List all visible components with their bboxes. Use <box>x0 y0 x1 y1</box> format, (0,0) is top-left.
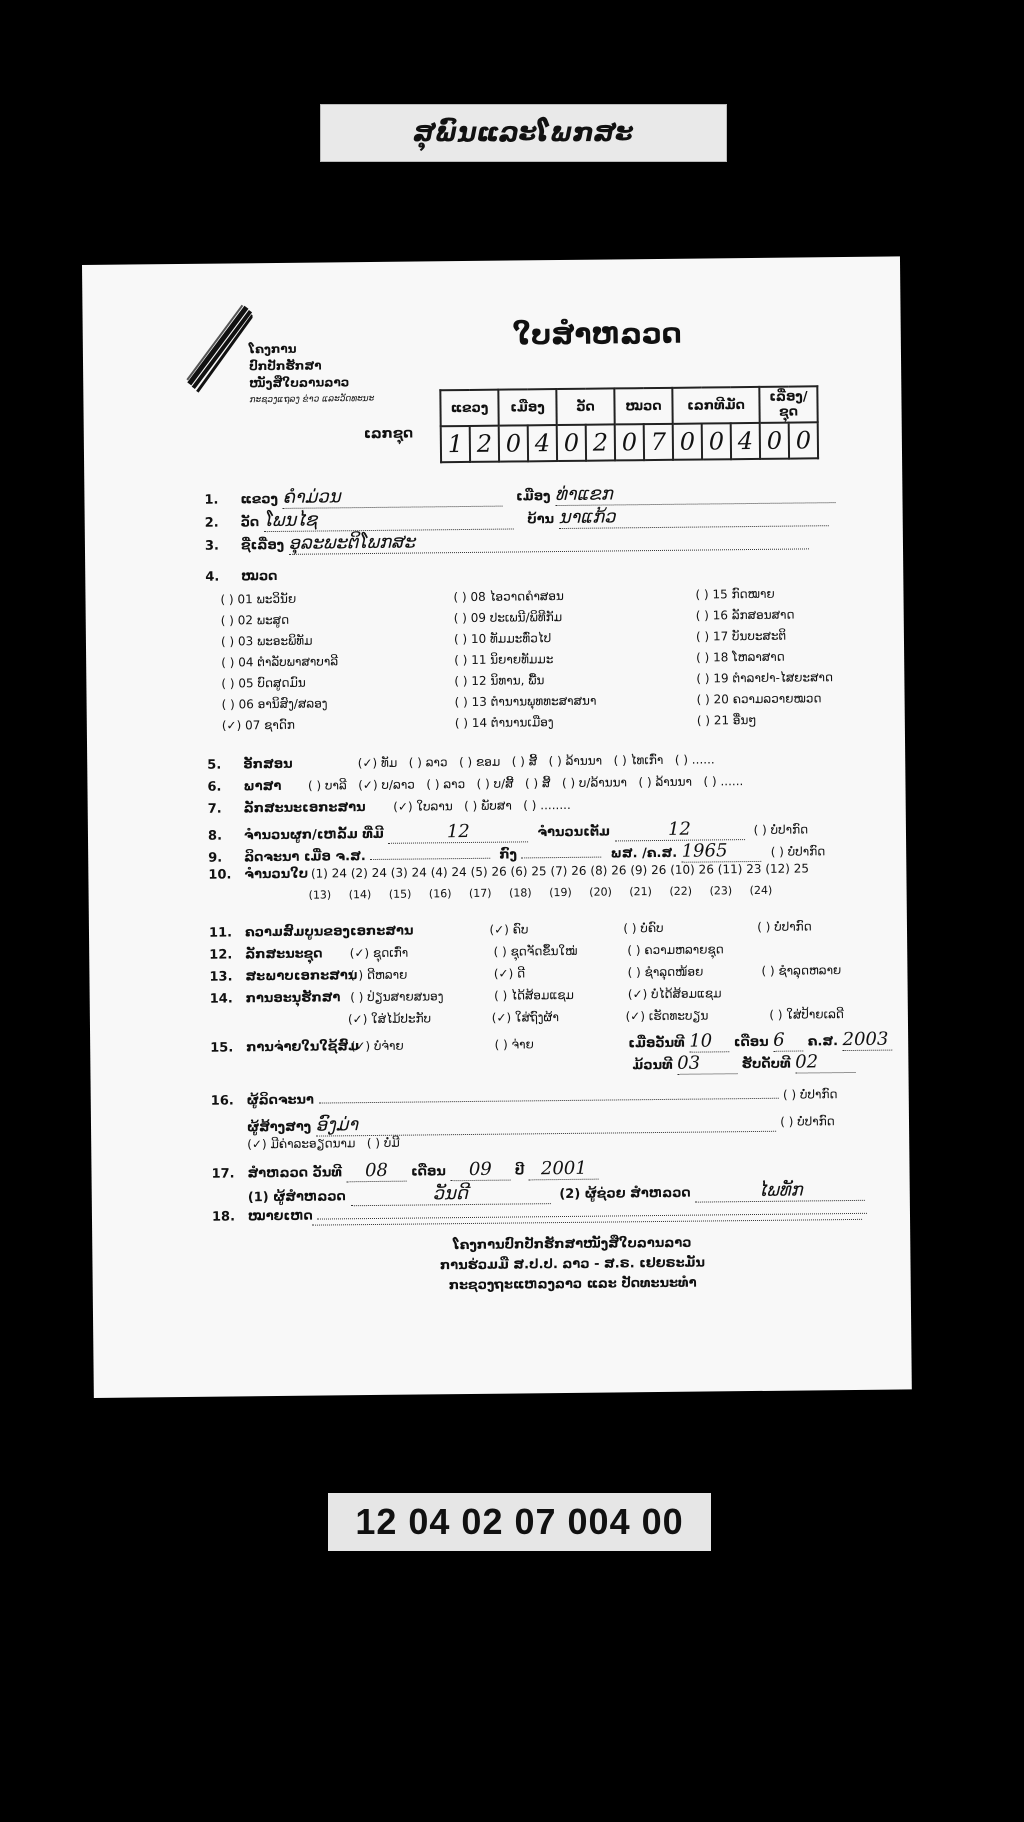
field-label: ກົງ <box>499 847 518 863</box>
script-option[interactable]: (✓) ທັມ <box>357 755 398 771</box>
field-8: 8. ຈຳນວນຜູກ/ເຫລັ້ມ ທີ່ມີ 12 ຈຳນວນເຕັມ 12 ( ) ບໍ່ປາກົດ <box>207 818 809 844</box>
field-label: ຜູ້ລິດຈະນາ <box>246 1092 315 1109</box>
field-value: 2003 <box>842 1028 889 1051</box>
field-label: ຈຳນວນຜູກ/ເຫລັ້ມ ທີ່ມີ <box>243 826 384 844</box>
category-option[interactable]: ( ) 08 ໄອວາດຄຳສອນ <box>453 588 564 605</box>
field-value: 08 <box>364 1159 389 1182</box>
leaf-count: (1) 24 <box>310 866 348 881</box>
language-option[interactable]: ( ) ລ້ານນາ <box>638 774 693 790</box>
code-digit: 7 <box>644 424 673 460</box>
conservation-option[interactable]: (✓) ບໍ່ໄດ້ສ້ອມແຊມ <box>627 986 722 1002</box>
field-16: 16. ຜູ້ລິດຈະນາ ( ) ບໍ່ປາກົດ <box>210 1087 838 1109</box>
field-label: ຈຳນວນໃບ <box>244 866 309 883</box>
field-label: ເດືອນ <box>733 1034 769 1051</box>
org-line: ປົກປັກຮັກສາ <box>248 358 322 374</box>
leaf-count: (10) 26 <box>670 862 714 877</box>
field-value: ອົງມ່າ <box>315 1114 359 1136</box>
leaf-count: (12) 25 <box>765 861 810 876</box>
field-17: 17. ສຳຫລວດ ວັນທີ 08 ເດືອນ 09 ປີ 2001 <box>211 1158 599 1184</box>
org-line: ໂຄງການ <box>248 341 297 357</box>
doc-type-option[interactable]: ( ) ........ <box>523 797 571 813</box>
field-14-more <box>348 1007 844 1026</box>
set-option[interactable]: ( ) ຊຸດຈັດຂຶ້ນໃໝ່ <box>493 943 578 959</box>
field-label: (1) ຜູ້ສຳຫລວດ <box>247 1189 346 1206</box>
field-label: ຄ.ສ. <box>807 1034 839 1050</box>
code-digit: 2 <box>470 426 499 462</box>
field-label: ພາສາ <box>243 778 282 795</box>
field-label: ຮັບດັບທີ <box>741 1056 791 1073</box>
code-digit: 0 <box>615 424 644 460</box>
footer-line: ກະຊວງຖະແຫລງລາວ ແລະ ປັດທະນະທຳ <box>448 1275 697 1294</box>
org-small: ກະຊວງແຖລງ ຂ່າວ ແລະວັດທະນະ <box>249 393 375 406</box>
category-option[interactable]: ( ) 14 ຕຳນານເມືອງ <box>454 715 554 731</box>
footer-line: ການຮ່ວມມື ສ.ປ.ປ. ລາວ - ສ.ຣ. ເຢຍຣະມັນ <box>439 1255 706 1274</box>
code-header: ເມືອງ <box>498 389 556 426</box>
category-col-1 <box>220 588 338 736</box>
set-option[interactable]: ( ) ຄວາມຫລາຍຊຸດ <box>627 942 724 958</box>
field-label: (2) ຜູ້ຊ່ວຍ ສຳຫລວດ <box>559 1185 691 1203</box>
conservation-option[interactable]: ( ) ໄດ້ສ້ອມແຊມ <box>493 987 574 1003</box>
condition-option[interactable]: ( ) ຊຳລຸດໜ້ອຍ <box>627 964 704 980</box>
set-option[interactable]: (✓) ຊຸດເກົ່າ <box>349 945 409 961</box>
leaf-slot: (13) <box>308 888 332 902</box>
field-14: 14. ການອະນຸຮັກສາ ( ) ປ່ຽນສາຍສນອງ ( ) ໄດ້ສ້ອມແຊມ (✓) ບໍ່ໄດ້ສ້ອມແຊມ <box>209 986 722 1007</box>
category-option[interactable]: ( ) 20 ຄວາມລວາຍໝວດ <box>696 691 822 707</box>
field-value: ຄຳມ່ວນ <box>282 486 341 508</box>
form-footer <box>372 1233 773 1297</box>
language-option[interactable]: ( ) ລາວ <box>426 777 466 792</box>
language-option[interactable]: ( ) ບ/ລ້ານນາ <box>561 775 628 791</box>
field-3: 3. ຊື່ເລື່ອງ ອຸລະພະຕິໂພກສະ <box>205 527 809 555</box>
field-16c <box>247 1136 400 1152</box>
field-label: ໝາຍເຫດ <box>247 1208 313 1225</box>
field-label: ການຈ່າຍໃນໃຊ້ສົມ <box>246 1039 360 1056</box>
code-digit: 0 <box>499 425 528 461</box>
category-option[interactable]: ( ) 04 ຕຳລັບພາສາບາລີ <box>221 654 339 670</box>
not-found-option[interactable]: ( ) ບໍ່ປາກົດ <box>770 844 826 859</box>
doc-type-option[interactable]: ( ) ພັບສາ <box>464 798 512 814</box>
bottom-code-label: 12 04 02 07 004 00 <box>328 1493 711 1551</box>
field-label: ຄວາມສົມບູນຂອງເອກະສານ <box>244 923 414 941</box>
leaf-count: (8) 26 <box>590 863 627 878</box>
field-7: 7. ລັກສະນະເອກະສານ (✓) ໃບລານ ( ) ພັບສາ ( ) ........ <box>207 797 571 817</box>
field-13: 13. ສະພາບເອກະສານ ( ) ດີຫລາຍ (✓) ດີ ( ) ຊຳລຸດໜ້ອຍ ( ) ຊຳລຸດຫລາຍ <box>209 963 842 985</box>
code-header: ແຂວງ <box>440 390 498 427</box>
category-option[interactable]: ( ) 01 ພະວິນັຍ <box>220 591 297 607</box>
field-value: 02 <box>795 1051 819 1073</box>
category-option[interactable]: ( ) 13 ຕຳນານພຸທທະສາສນາ <box>454 693 597 710</box>
leaf-slot: (22) <box>669 884 693 898</box>
leaf-slot: (17) <box>468 886 492 900</box>
field-4: 4. ໝວດ <box>205 568 278 585</box>
field-value: 09 <box>468 1158 492 1180</box>
category-option[interactable]: ( ) 11 ນິຍາຍທັມມະ <box>454 652 554 668</box>
leaf-slot: (14) <box>348 888 372 902</box>
field-label: ບ້ານ <box>527 512 555 528</box>
signature-option[interactable]: (✓) ມີຄ່າລະອຽດນາມ <box>247 1136 356 1152</box>
completeness-option[interactable]: ( ) ບໍ່ປາກົດ <box>757 919 812 934</box>
field-value: ອຸລະພະຕິໂພກສະ <box>288 531 416 554</box>
script-option[interactable]: ( ) ລ້ານນາ <box>548 753 603 769</box>
field-label: ຜູ້ສ້າງສາງ <box>246 1119 312 1136</box>
field-label: ພສ. /ຄ.ສ. <box>610 845 678 862</box>
conservation-option[interactable]: (✓) ໃສ່ໄມ້ປະກັບ <box>347 1011 432 1027</box>
field-value: 6 <box>773 1029 785 1051</box>
language-option[interactable]: ( ) ...... <box>703 774 744 789</box>
conservation-option[interactable]: (✓) ໃສ່ຖົງຜ້າ <box>491 1010 559 1025</box>
field-value: 10 <box>689 1030 713 1052</box>
category-option[interactable]: ( ) 10 ທັມມະທົ່ວໄປ <box>453 631 552 647</box>
conservation-option[interactable]: ( ) ໃສ່ປ້າຍເລດີ <box>769 1007 844 1022</box>
completeness-option[interactable]: ( ) ບໍ່ຄົບ <box>623 920 664 936</box>
category-option[interactable]: ( ) 21 ອື່ນໆ <box>696 712 757 728</box>
code-digit: 4 <box>731 423 760 459</box>
leaf-count: (11) 23 <box>717 861 762 877</box>
language-option[interactable]: ( ) ສີ້ <box>524 776 551 791</box>
category-option[interactable]: ( ) 15 ກົດໝາຍ <box>695 586 775 602</box>
category-option[interactable]: ( ) 19 ຕຳລາຢາ-ໄສຍະສາດ <box>696 670 834 686</box>
language-option[interactable]: ( ) ບ/ສີ້ <box>476 776 514 791</box>
field-value: ໂພນໄຊ <box>263 509 318 532</box>
code-table <box>439 385 819 463</box>
field-label: ເມື່ອວັນທີ <box>628 1035 685 1052</box>
field-value: 1965 <box>681 840 728 862</box>
leaf-slot: (24) <box>749 883 773 898</box>
field-label: ລັກສະນະຊຸດ <box>245 946 323 963</box>
code-digit: 0 <box>673 424 702 460</box>
code-digit: 0 <box>702 423 731 459</box>
field-value: 2001 <box>540 1157 587 1180</box>
field-label: ລັກສະນະເອກະສານ <box>243 800 366 817</box>
field-6: 6. ພາສາ ( ) ບາລີ (✓) ບ/ລາວ ( ) ລາວ ( ) ບ/ສີ້ ( ) ສີ້ ( ) ບ/ລ້ານນາ ( ) ລ້ານນາ ( ) ...... <box>207 774 744 795</box>
signature-option[interactable]: ( ) ບໍ່ມີ <box>366 1135 400 1151</box>
field-label: ໝວດ <box>241 568 278 585</box>
field-value: 12 <box>667 818 692 840</box>
field-5: 5. ອັກສອນ (✓) ທັມ ( ) ລາວ ( ) ຂອມ ( ) ສີ້ ( ) ລ້ານນາ ( ) ໄທເກົ່າ ( ) ...... <box>207 752 715 773</box>
script-option[interactable]: ( ) ຂອມ <box>458 754 501 770</box>
completeness-option[interactable]: (✓) ຄົບ <box>489 922 529 937</box>
language-option[interactable]: ( ) ບາລີ <box>307 778 347 793</box>
category-col-2 <box>453 586 596 734</box>
category-col-3 <box>695 583 833 731</box>
lending-option[interactable]: (✓) ບໍ່ຈ່າຍ <box>350 1038 404 1054</box>
header-label: ສຸພົນແລະໂພກສະ <box>320 104 727 162</box>
field-value: ທ່າແຂກ <box>554 483 613 506</box>
condition-option[interactable]: ( ) ຊຳລຸດຫລາຍ <box>761 963 842 978</box>
leaf-count: (6) 25 <box>510 864 547 879</box>
field-label: ຈຳນວນເຕັມ <box>537 824 611 841</box>
leaf-slot: (16) <box>428 887 452 901</box>
field-18: 18. ໝາຍເຫດ <box>212 1203 867 1225</box>
category-option[interactable]: (✓) 07 ຊາດົກ <box>221 717 295 733</box>
field-11: 11. ຄວາມສົມບູນຂອງເອກະສານ (✓) ຄົບ ( ) ບໍ່ຄົບ ( ) ບໍ່ປາກົດ <box>208 919 812 941</box>
org-name <box>249 340 375 409</box>
field-label: ແຂວງ <box>240 491 279 508</box>
leaf-slot: (19) <box>549 885 572 900</box>
field-value: ນາແກ້ວ <box>558 506 616 529</box>
field-1: 1. ແຂວງ ຄຳມ່ວນ ເມືອງ ທ່າແຂກ <box>204 481 835 510</box>
leaf-count-more <box>309 884 773 902</box>
script-option[interactable]: ( ) ລາວ <box>408 755 448 770</box>
category-option[interactable]: ( ) 17 ບັນບະສະຕິ <box>695 628 787 644</box>
leaf-slot: (15) <box>388 887 412 901</box>
code-header: ວັດ <box>556 388 614 425</box>
script-option[interactable]: ( ) ສີ້ <box>511 754 538 769</box>
field-value: ວັນດີ <box>432 1183 468 1205</box>
leaf-slot: (18) <box>509 886 532 900</box>
not-found-option[interactable]: ( ) ບໍ່ປາກົດ <box>780 1114 835 1129</box>
code-digit: 1 <box>441 426 470 462</box>
code-label: ເລກຊຸດ <box>363 425 414 443</box>
code-header: ໝວດ <box>614 388 672 425</box>
field-label: ສະພາບເອກະສານ <box>245 968 358 985</box>
conservation-option[interactable]: ( ) ປ່ຽນສາຍສນອງ <box>350 989 444 1005</box>
field-label: ການອະນຸຮັກສາ <box>245 990 341 1007</box>
field-value: ໄພທັກ <box>757 1179 803 1201</box>
category-option[interactable]: ( ) 09 ປະເພນີ/ພິທີກັມ <box>453 609 563 626</box>
field-value: 12 <box>446 820 470 843</box>
category-option[interactable]: ( ) 03 ພະອະພິທັມ <box>220 633 313 649</box>
leaf-slot: (23) <box>709 884 733 898</box>
field-label: ເມືອງ <box>516 489 551 505</box>
survey-form <box>82 256 912 1398</box>
org-line: ໜັງສືໃບລານລາວ <box>249 375 350 391</box>
palm-leaf-stack-icon <box>182 303 253 394</box>
conservation-option[interactable]: (✓) ເຮັດທະບຽນ <box>625 1008 709 1024</box>
category-option[interactable]: ( ) 12 ນິທານ, ພື້ນ <box>454 673 545 689</box>
field-label: ອັກສອນ <box>243 756 293 773</box>
not-found-option[interactable]: ( ) ບໍ່ປາກົດ <box>782 1087 838 1102</box>
code-digit: 2 <box>586 424 615 460</box>
code-digit: 0 <box>760 423 789 459</box>
field-value: 03 <box>677 1052 701 1074</box>
not-found-option[interactable]: ( ) ບໍ່ປາກົດ <box>753 822 809 837</box>
field-label: ມ້ວນທີ <box>632 1057 673 1074</box>
field-label: ລິດຈະນາ ເມື່ອ ຈ.ສ. <box>244 849 366 866</box>
code-digit: 4 <box>528 425 557 461</box>
category-option[interactable]: ( ) 05 ບົດສູດມົນ <box>221 675 306 691</box>
code-header: ເລື່ອງ/ຊຸດ <box>759 386 817 423</box>
script-option[interactable]: ( ) ໄທເກົ່າ <box>613 752 664 768</box>
lending-option[interactable]: ( ) ຈ່າຍ <box>494 1037 534 1052</box>
field-2: 2. ວັດ ໂພນໄຊ ບ້ານ ນາແກ້ວ <box>205 504 829 533</box>
code-header: ເລກທີມັດ <box>672 387 759 424</box>
field-15: 15. ການຈ່າຍໃນໃຊ້ສົມ (✓) ບໍ່ຈ່າຍ ( ) ຈ່າຍ ເມື່ອວັນທີ 10 ເດືອນ 6 ຄ.ສ. 2003 <box>210 1029 893 1058</box>
category-option[interactable]: ( ) 02 ພະສູດ <box>220 612 290 628</box>
category-option[interactable]: ( ) 16 ລັກສອນສາດ <box>695 607 795 623</box>
condition-option[interactable]: (✓) ດີ <box>493 966 526 981</box>
field-label: ຊື່ເລື່ອງ <box>240 537 285 554</box>
condition-option[interactable]: ( ) ດີຫລາຍ <box>349 967 408 983</box>
leaf-count: (3) 24 <box>390 865 427 880</box>
form-title: ໃບສຳຫລວດ <box>512 316 682 352</box>
leaf-count: (9) 26 <box>630 862 667 878</box>
field-label: ເດືອນ <box>410 1164 446 1180</box>
language-option[interactable]: (✓) ບ/ລາວ <box>358 777 415 793</box>
leaf-slot: (20) <box>589 885 612 899</box>
field-12: 12. ລັກສະນະຊຸດ (✓) ຊຸດເກົ່າ ( ) ຊຸດຈັດຂຶ້ນໃໝ່ ( ) ຄວາມຫລາຍຊຸດ <box>209 942 724 963</box>
leaf-slot: (21) <box>629 885 653 899</box>
field-label: ວັດ <box>240 515 260 531</box>
category-option[interactable]: ( ) 06 ອານິສົງ/ສລອງ <box>221 696 328 712</box>
field-9: 9. ລິດຈະນາ ເມື່ອ ຈ.ສ. ກົງ ພສ. /ຄ.ສ. 1965 ( ) ບໍ່ປາກົດ <box>208 840 826 866</box>
field-16b <box>247 1109 835 1137</box>
leaf-count: (7) 26 <box>550 863 587 879</box>
code-digit: 0 <box>557 425 586 461</box>
leaf-count: (4) 24 <box>430 865 467 880</box>
field-10: 10. ຈຳນວນໃບ (1) 24 (2) 24 (3) 24 (4) 24 (5) 26 (6) 25 (7) 26 (8) 26 (9) 26 (10) 26 (11) 23 (12) 25 <box>208 861 810 883</box>
doc-type-option[interactable]: (✓) ໃບລານ <box>393 799 453 814</box>
field-label: ສຳຫລວດ ວັນທີ <box>247 1165 343 1182</box>
code-digit: 0 <box>789 422 818 458</box>
category-option[interactable]: ( ) 18 ໂຫລາສາດ <box>696 649 785 665</box>
field-label: ປີ <box>514 1163 525 1179</box>
script-option[interactable]: ( ) ...... <box>674 752 715 767</box>
field-15-box <box>632 1051 855 1075</box>
leaf-count: (5) 26 <box>470 864 507 879</box>
footer-line: ໂຄງການປົກປັກຮັກສາໜັງສືໃບລານລາວ <box>452 1235 692 1254</box>
leaf-count: (2) 24 <box>350 865 388 881</box>
